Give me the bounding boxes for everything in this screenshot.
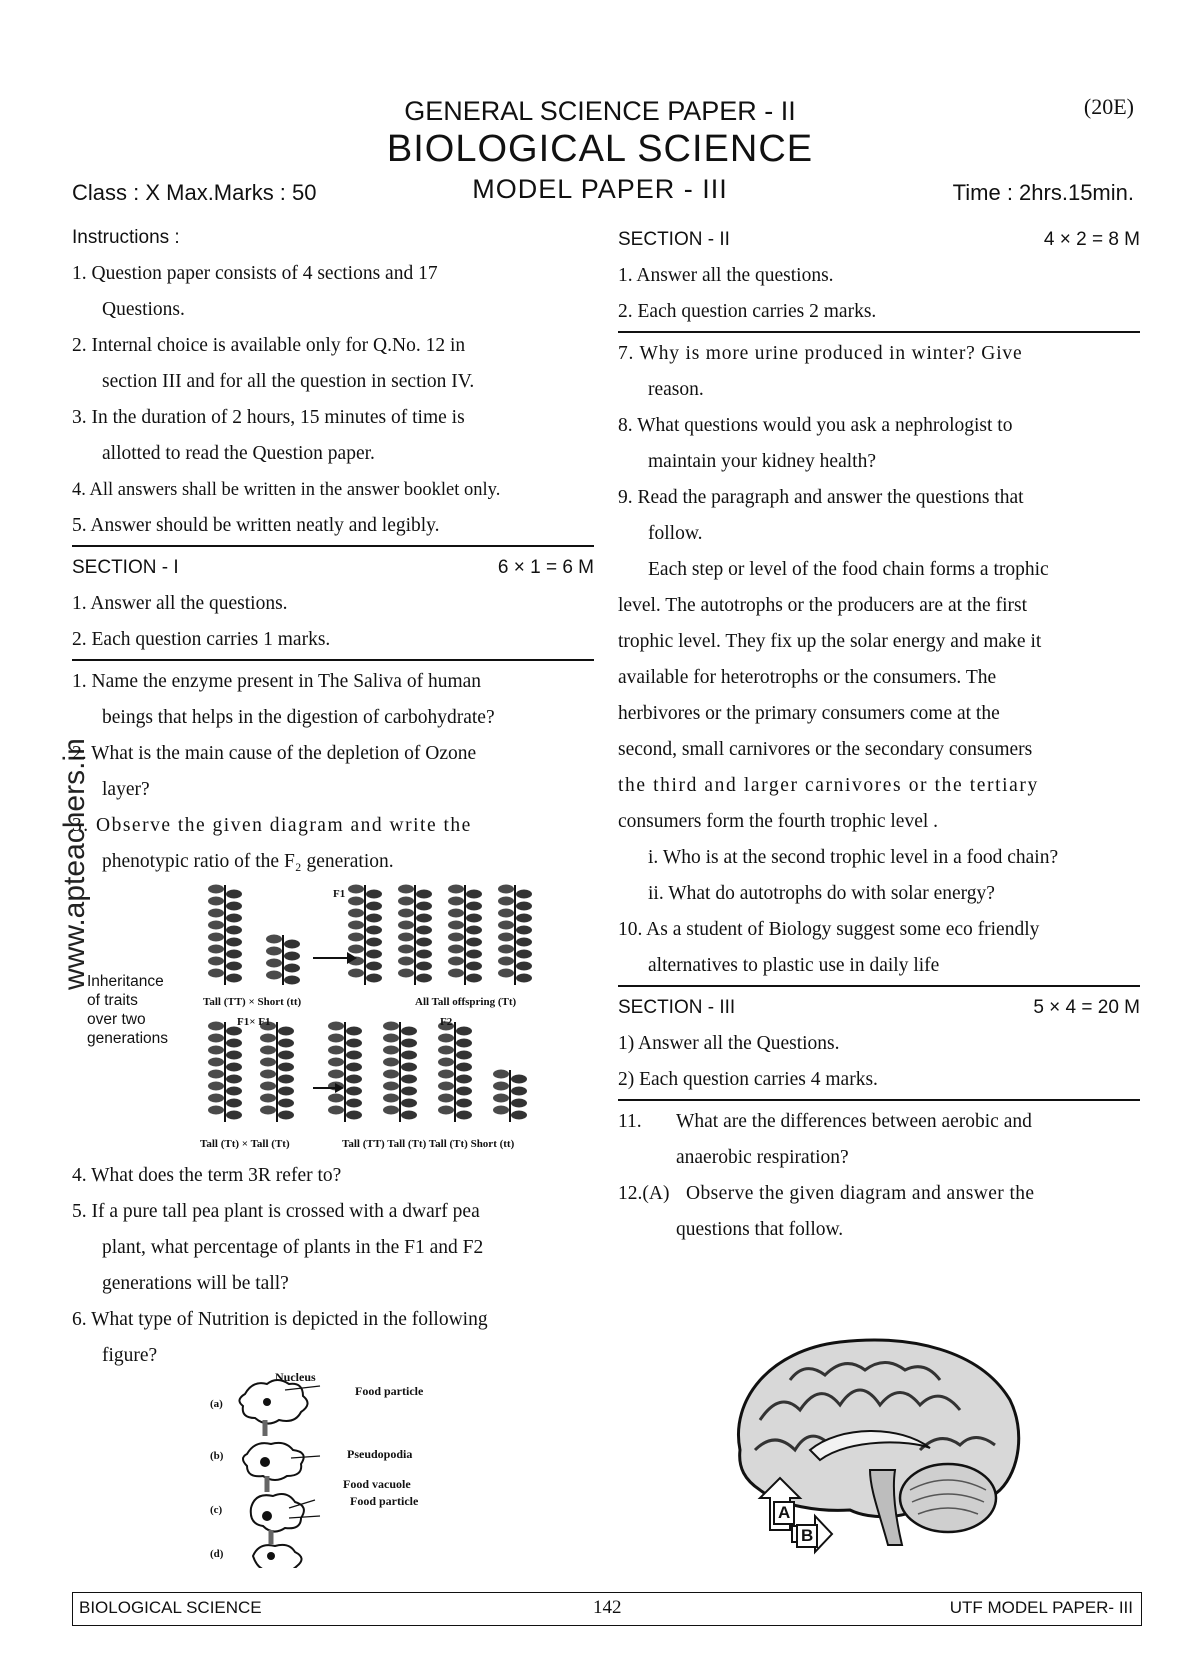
amoeba-b xyxy=(243,1443,304,1480)
section-1-header xyxy=(72,550,594,586)
question-1-cont: beings that helps in the digestion of carbohydrate? xyxy=(102,707,495,728)
label-f2-plants: Tall (TT) Tall (Tt) Tall (Tt) Short (tt) xyxy=(342,1138,515,1150)
question-2: 2. What is the main cause of the depletion of Ozone xyxy=(72,743,477,764)
question-9-cont: follow. xyxy=(648,523,703,544)
pea-plant xyxy=(328,1022,362,1123)
label-cross-2: Tall (Tt) × Tall (Tt) xyxy=(200,1138,290,1150)
section-3-note-1: 1) Answer all the Questions. xyxy=(618,1033,840,1054)
pea-plant xyxy=(348,885,382,986)
sub-question-i: i. Who is at the second trophic level in a food chain? xyxy=(648,847,1059,868)
instruction-3: 3. In the duration of 2 hours, 15 minutes of time is xyxy=(72,407,465,428)
question-11-text: What are the differences between aerobic and xyxy=(676,1111,1032,1132)
question-6-cont: figure? xyxy=(102,1345,158,1366)
class-marks-info: Class : X Max.Marks : 50 xyxy=(72,180,317,205)
section-3-marks: 5 × 4 = 20 M xyxy=(1033,997,1140,1018)
question-2-cont: layer? xyxy=(102,779,150,800)
section-1-note-2: 2. Each question carries 1 marks. xyxy=(72,629,331,650)
nucleus xyxy=(262,1511,272,1521)
paragraph-line: trophic level. They fix up the solar energy and make it xyxy=(618,631,1042,652)
paper-code: (20E) xyxy=(1083,94,1134,119)
instructions-title: Instructions : xyxy=(72,227,180,248)
question-11 xyxy=(618,1104,1140,1140)
left-column-lower xyxy=(72,1158,594,1374)
label-food-particle-2: Food particle xyxy=(350,1494,419,1508)
nucleus xyxy=(267,1552,275,1560)
label-a: (a) xyxy=(210,1398,223,1410)
label-all-tall: All Tall offspring (Tt) xyxy=(415,996,517,1008)
question-7-cont: reason. xyxy=(648,379,704,400)
label-f1xf1: F1× F1 xyxy=(237,1016,271,1028)
pea-plant xyxy=(448,885,482,986)
question-5-cont-2: generations will be tall? xyxy=(102,1273,289,1294)
divider xyxy=(618,1099,1140,1101)
section-2-title: SECTION - II xyxy=(618,229,730,250)
amoeba-a xyxy=(239,1380,307,1424)
question-9: 9. Read the paragraph and answer the questions that xyxy=(618,487,1024,508)
question-7: 7. Why is more urine produced in winter? Give xyxy=(618,343,1023,364)
question-12-text: Observe the given diagram and answer the xyxy=(686,1183,1035,1204)
instruction-3-cont: allotted to read the Question paper. xyxy=(102,443,375,464)
label-food-vacuole: Food vacuole xyxy=(343,1477,411,1491)
divider xyxy=(618,985,1140,987)
question-11-cont: anaerobic respiration? xyxy=(676,1147,849,1168)
pea-plant xyxy=(438,1022,472,1123)
brain-label-a: A xyxy=(773,1501,795,1525)
question-8-cont: maintain your kidney health? xyxy=(648,451,876,472)
amoeba-d xyxy=(253,1545,302,1568)
divider xyxy=(72,659,594,661)
section-2-header xyxy=(618,222,1140,258)
paragraph-line: consumers form the fourth trophic level . xyxy=(618,811,939,832)
cerebellum xyxy=(900,1464,996,1532)
question-12-cont: questions that follow. xyxy=(676,1219,844,1240)
nucleus xyxy=(263,1398,271,1406)
paragraph-line: the third and larger carnivores or the tertiary xyxy=(618,775,1039,796)
right-column xyxy=(618,222,1140,1248)
instruction-1: 1. Question paper consists of 4 sections and 17 xyxy=(72,263,438,284)
question-1: 1. Name the enzyme present in The Saliva of human xyxy=(72,671,482,692)
instruction-2: 2. Internal choice is available only for Q.No. 12 in xyxy=(72,335,466,356)
paper-title: GENERAL SCIENCE PAPER - II xyxy=(404,96,796,126)
nucleus xyxy=(260,1457,270,1467)
paragraph-line: Each step or level of the food chain forms a trophic xyxy=(648,559,1049,580)
question-12 xyxy=(618,1176,1140,1212)
paragraph-line: second, small carnivores or the secondary consumers xyxy=(618,739,1033,760)
label-pseudopodia: Pseudopodia xyxy=(347,1447,413,1461)
footer-paper: UTF MODEL PAPER- III xyxy=(949,1598,1133,1617)
brain-label-b: B xyxy=(796,1524,818,1548)
question-5-cont: plant, what percentage of plants in the F1 and F2 xyxy=(102,1237,484,1258)
section-1-note-1: 1. Answer all the questions. xyxy=(72,593,288,614)
caption-line: generations xyxy=(87,1030,169,1047)
label-f1: F1 xyxy=(333,888,346,900)
section-2-note-2: 2. Each question carries 2 marks. xyxy=(618,301,877,322)
section-1-title: SECTION - I xyxy=(72,557,179,578)
page-number: 142 xyxy=(593,1597,622,1618)
question-6: 6. What type of Nutrition is depicted in the following xyxy=(72,1309,488,1330)
question-4: 4. What does the term 3R refer to? xyxy=(72,1165,342,1186)
divider xyxy=(618,331,1140,333)
time-info: Time : 2hrs.15min. xyxy=(952,180,1134,205)
section-3-title: SECTION - III xyxy=(618,997,736,1018)
instruction-1-cont: Questions. xyxy=(102,299,185,320)
label-c: (c) xyxy=(210,1504,223,1516)
pea-plant xyxy=(266,935,300,986)
label-b: (b) xyxy=(210,1450,224,1462)
pea-plant xyxy=(208,885,242,986)
footer-subject: BIOLOGICAL SCIENCE xyxy=(79,1598,262,1617)
label-f2: F2 xyxy=(440,1016,453,1028)
label-d: (d) xyxy=(210,1548,224,1560)
pea-plant xyxy=(260,1022,294,1123)
watermark: www.apteachers.in xyxy=(58,738,91,990)
section-3-note-2: 2) Each question carries 4 marks. xyxy=(618,1069,878,1090)
model-paper-title: MODEL PAPER - III xyxy=(472,174,728,204)
pea-plant xyxy=(208,1022,242,1123)
pea-plant xyxy=(493,1070,527,1123)
caption-line: over two xyxy=(87,1011,146,1028)
section-3-header xyxy=(618,990,1140,1026)
section-1-marks: 6 × 1 = 6 M xyxy=(497,557,594,578)
instruction-4: 4. All answers shall be written in the answer booklet only. xyxy=(72,480,501,500)
question-10-cont: alternatives to plastic use in daily life xyxy=(648,955,940,976)
label-cross-1: Tall (TT) × Short (tt) xyxy=(203,996,302,1008)
pea-plant xyxy=(498,885,532,986)
pea-plant xyxy=(398,885,432,986)
sub-question-ii: ii. What do autotrophs do with solar energy? xyxy=(648,883,995,904)
left-column xyxy=(72,220,594,880)
paragraph-line: available for heterotrophs or the consumers. The xyxy=(618,667,997,688)
question-12-number: 12.(A) xyxy=(618,1183,670,1204)
label-nucleus: Nucleus xyxy=(275,1370,316,1384)
pea-plant xyxy=(383,1022,417,1123)
instruction-5: 5. Answer should be written neatly and legibly. xyxy=(72,515,440,536)
question-8: 8. What questions would you ask a nephrologist to xyxy=(618,415,1013,436)
subject-title: BIOLOGICAL SCIENCE xyxy=(386,128,814,170)
question-5: 5. If a pure tall pea plant is crossed with a dwarf pea xyxy=(72,1201,480,1222)
section-2-note-1: 1. Answer all the questions. xyxy=(618,265,834,286)
amoeba-nutrition-diagram xyxy=(205,1368,475,1568)
page-footer xyxy=(72,1592,1142,1626)
label-food-particle: Food particle xyxy=(355,1384,424,1398)
brain-diagram xyxy=(720,1330,1030,1560)
caption-line: of traits xyxy=(87,992,138,1009)
question-3-cont: phenotypic ratio of the F₂ generation. xyxy=(102,851,394,872)
paragraph-line: herbivores or the primary consumers come at the xyxy=(618,703,1000,724)
amoeba-c xyxy=(251,1494,304,1532)
caption-line: Inheritance xyxy=(87,973,164,990)
divider xyxy=(72,545,594,547)
question-11-number: 11. xyxy=(618,1111,642,1132)
inheritance-caption xyxy=(87,972,168,1048)
question-3: 3. Observe the given diagram and write the xyxy=(72,815,472,836)
question-10: 10. As a student of Biology suggest some eco friendly xyxy=(618,919,1040,940)
instruction-2-cont: section III and for all the question in section IV. xyxy=(102,371,475,392)
section-2-marks: 4 × 2 = 8 M xyxy=(1043,229,1140,250)
paragraph-line: level. The autotrophs or the producers are at the first xyxy=(618,595,1027,616)
